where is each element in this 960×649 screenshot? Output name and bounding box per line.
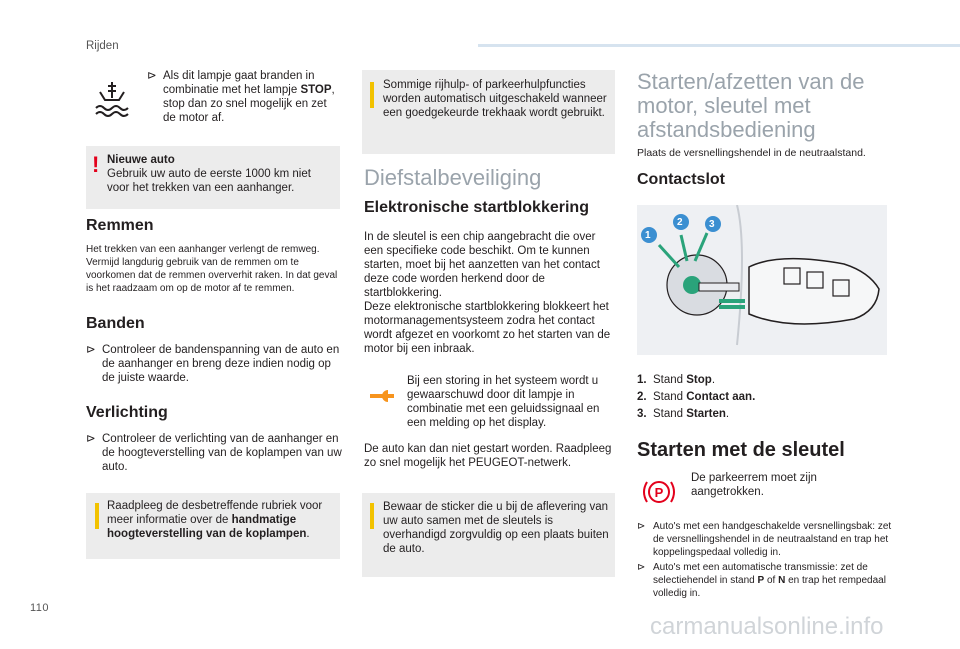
bullet-icon: ⊳ [637,521,646,532]
tyres-heading: Banden [86,315,145,332]
parking-brake-text: De parkeerrem moet zijn aangetrokken. [691,472,817,498]
bullet-icon: ⊳ [637,562,646,573]
lighting-text: ⊳ Controleer de verlichting van de aanhanger en de hoogteverstelling van de koplampen van uw auto. [86,433,342,473]
sticker-info-box: Bewaar de sticker die u bij de aflevering van uw auto samen met de sleutels is overhandigd zorgvuldig op een plaats buiten de auto. [362,493,615,577]
immobiliser-heading: Elektronische startblokkering [364,199,589,216]
lighting-heading: Verlichting [86,404,168,421]
svg-text:P: P [654,485,664,500]
wrench-icon [368,388,398,404]
callout-1: 1 [645,230,651,241]
oil-warning-text: ⊳ Als dit lampje gaat branden in combinatie met het lampje STOP, stop dan zo snel mogelijk en zet de motor af. [147,70,335,124]
headlamp-info-box: Raadpleeg de desbetreffende rubriek voor meer informatie over de handmatige hoogteverstelling van de koplampen. [86,493,340,559]
oil-pressure-icon [92,78,132,118]
ignition-heading: Contactslot [637,171,725,188]
start-stop-heading: Starten/afzetten van de motor, sleutel met afstandsbediening [637,69,865,142]
callout-3: 3 [709,219,715,230]
position-item: 1. Stand Stop. [637,374,716,386]
new-car-text: Gebruik uw auto de eerste 1000 km niet voor het trekken van een aanhanger. [107,168,311,194]
position-item: 3. Stand Starten. [637,408,730,420]
immobiliser-text-1: In de sleutel is een chip aangebracht die over een specifieke code beschikt. Om te kunnen starten, moet bij het aanzetten van het contact deze code worden herkend door de startblokkering. [364,231,600,299]
immobiliser-text-2: Deze elektronische startblokkering blokkeert het motormanagementsysteem zodra het contact wordt afgezet en voorkomt zo het starten van de motor bij een inbraak. [364,301,611,355]
callout-2: 2 [677,217,683,228]
watermark: carmanualsonline.info [650,613,884,640]
page-number: 110 [30,602,50,614]
gear-neutral-text: Plaats de versnellingshendel in de neutraalstand. [637,147,866,159]
bullet-icon: ⊳ [86,433,96,445]
bullet-icon: ⊳ [147,70,157,82]
ignition-positions-list [637,373,887,424]
fault-text: Bij een storing in het systeem wordt u gewaarschuwd door dit lampje in combinatie met een geluidssignaal en een melding op het display. [407,375,600,429]
tyres-text: ⊳ Controleer de bandenspanning van de auto en de aanhanger en breng deze indien nodig op de juiste waarde. [86,344,340,384]
theft-protection-heading: Diefstalbeveiliging [364,165,542,190]
manual-gearbox-text: ⊳ Auto's met een handgeschakelde versnellingsbak: zet de versnellingshendel in de neutraalstand en trap het koppelingspedaal volledig in. [637,521,892,558]
driving-aids-info-box: Sommige rijhulp- of parkeerhulpfuncties worden automatisch uitgeschakeld wanneer een goedgekeurde trekhaak wordt gebruikt. [362,70,615,154]
ignition-switch-diagram [637,205,887,355]
exclamation-icon: ! [92,152,100,177]
new-car-warning-box [86,146,340,209]
parking-brake-icon [641,478,677,506]
new-car-title: Nieuwe auto [107,154,175,166]
automatic-gearbox-text: ⊳ Auto's met een automatische transmissie: zet de selectiehendel in stand P of N en trap het rempedaal volledig in. [637,562,886,599]
info-icon [370,503,374,529]
no-start-text: De auto kan dan niet gestart worden. Raadpleeg zo snel mogelijk het PEUGEOT-netwerk. [364,443,612,469]
position-item: 2. Stand Contact aan. [637,391,756,403]
start-with-key-heading: Starten met de sleutel [637,439,845,461]
header-bar [478,44,960,47]
brakes-text: Het trekken van een aanhanger verlengt de remweg. Vermijd langdurig gebruik van de remmen om te voorkomen dat de remmen oververhit raken. In dat geval is het raadzaam om op de motor af te remmen. [86,244,338,294]
section-label: Rijden [86,40,119,52]
info-icon [370,82,374,108]
brakes-heading: Remmen [86,217,154,234]
info-icon [95,503,99,529]
bullet-icon: ⊳ [86,344,96,356]
